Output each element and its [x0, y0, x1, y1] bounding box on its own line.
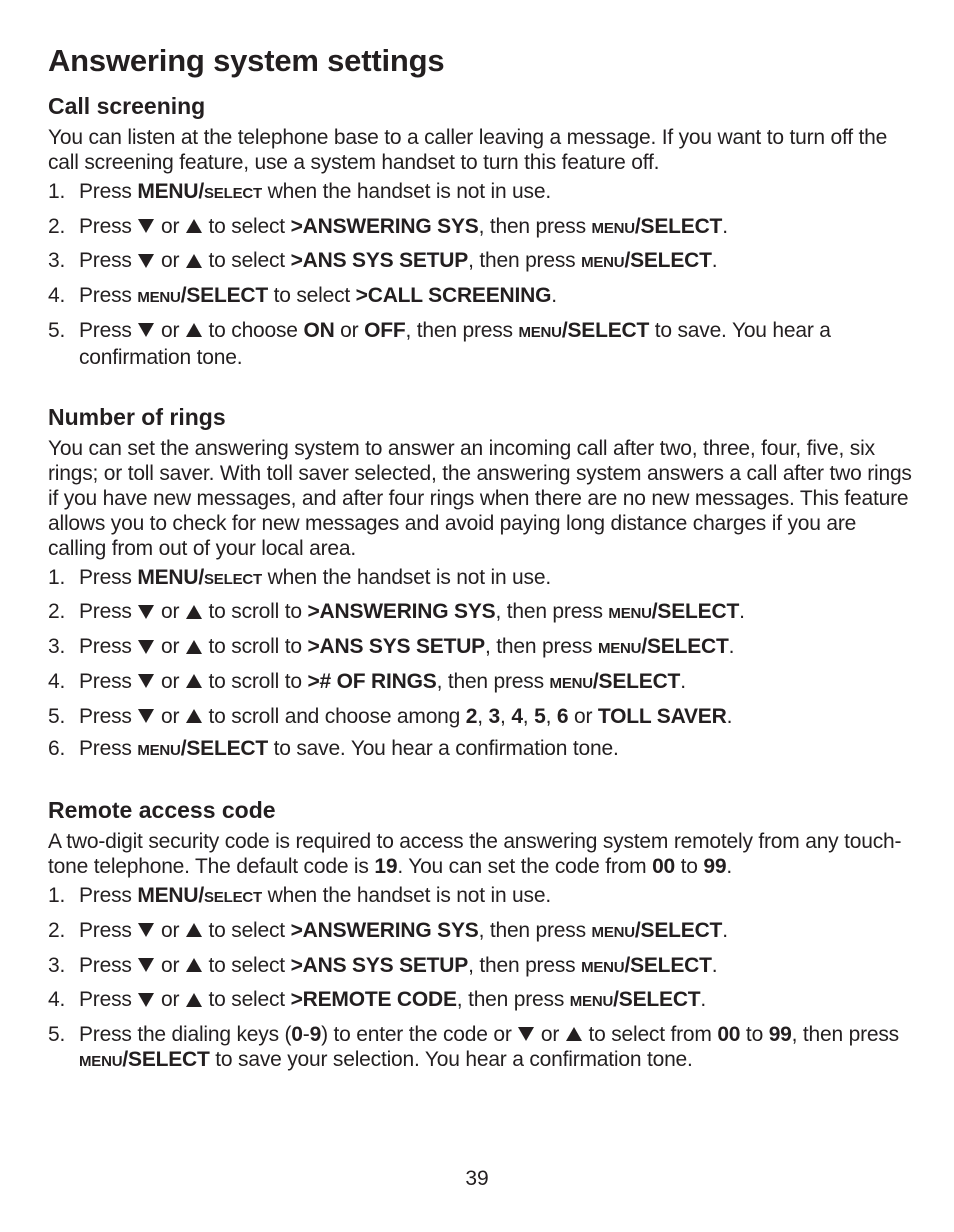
up-arrow-icon [186, 709, 202, 723]
manual-page [48, 40, 918, 1082]
number-of-rings-steps [48, 565, 918, 763]
list-item: 5. Press the dialing keys (0-9) to enter the code or or to select from 00 to 99, then press MENU/SELECT to save your selection. You hear a confirmation tone. [48, 1022, 899, 1071]
list-item: 1. Press MENU/SELECT when the handset is not in use. [48, 565, 551, 589]
list-item: 3. Press or to select >ANS SYS SETUP, then press MENU/SELECT. [48, 249, 718, 273]
up-arrow-icon [186, 640, 202, 654]
section-heading-call-screening: Call screening [48, 93, 206, 119]
down-arrow-icon [138, 923, 154, 937]
up-arrow-icon [186, 993, 202, 1007]
call-screening-intro: You can listen at the telephone base to a caller leaving a message. If you want to turn off the call screening feature, use a system handset to turn this feature off. [48, 126, 888, 174]
page-number: 39 [465, 1167, 489, 1190]
up-arrow-icon [186, 254, 202, 268]
list-item: 4. Press or to scroll to ># OF RINGS, then press MENU/SELECT. [48, 669, 686, 693]
list-item: 4. Press or to select >REMOTE CODE, then press MENU/SELECT. [48, 988, 707, 1012]
up-arrow-icon [186, 605, 202, 619]
down-arrow-icon [138, 993, 154, 1007]
down-arrow-icon [138, 605, 154, 619]
up-arrow-icon [566, 1027, 582, 1041]
list-item: 4. Press MENU/SELECT to select >CALL SCREENING. [48, 284, 557, 308]
down-arrow-icon [138, 709, 154, 723]
down-arrow-icon [138, 254, 154, 268]
section-heading-remote-access-code: Remote access code [48, 797, 276, 824]
down-arrow-icon [518, 1027, 534, 1041]
list-item: 5. Press or to choose ON or OFF, then press MENU/SELECT to save. You hear a confirmation tone. [48, 318, 831, 369]
call-screening-steps [48, 179, 918, 370]
remote-access-intro: A two-digit security code is required to access the answering system remotely from any touch-tone telephone. The default code is 19. You can set the code from 00 to 99. [48, 830, 902, 879]
list-item: 1. Press MENU/SELECT when the handset is not in use. [48, 884, 551, 908]
down-arrow-icon [138, 958, 154, 972]
page-title: Answering system settings [48, 43, 445, 78]
list-item: 2. Press or to select >ANSWERING SYS, then press MENU/SELECT. [48, 918, 728, 942]
down-arrow-icon [138, 323, 154, 337]
up-arrow-icon [186, 674, 202, 688]
remote-access-steps [48, 883, 918, 1074]
up-arrow-icon [186, 923, 202, 937]
down-arrow-icon [138, 640, 154, 654]
list-item: 1. Press MENU/SELECT when the handset is not in use. [48, 180, 551, 203]
up-arrow-icon [186, 323, 202, 337]
list-item: 3. Press or to select >ANS SYS SETUP, then press MENU/SELECT. [48, 953, 718, 977]
list-item: 5. Press or to scroll and choose among 2, 3, 4, 5, 6 or TOLL SAVER. [48, 704, 733, 728]
section-heading-number-of-rings: Number of rings [48, 403, 226, 430]
up-arrow-icon [186, 958, 202, 972]
list-item: 2. Press or to select >ANSWERING SYS, then press MENU/SELECT. [48, 214, 728, 238]
down-arrow-icon [138, 219, 154, 233]
down-arrow-icon [138, 674, 154, 688]
number-of-rings-intro: You can set the answering system to answer an incoming call after two, three, four, five, six rings; or toll saver. With toll saver selected, the answering system answers a call after two rings if you have new messages, and after four rings when there are no new messages. This feature allows you to check for new messages and avoid paying long distance charges if you are calling from out of your local area. [48, 436, 912, 560]
up-arrow-icon [186, 219, 202, 233]
list-item: 6. Press MENU/SELECT to save. You hear a confirmation tone. [48, 737, 619, 761]
list-item: 2. Press or to scroll to >ANSWERING SYS, then press MENU/SELECT. [48, 600, 745, 624]
list-item: 3. Press or to scroll to >ANS SYS SETUP, then press MENU/SELECT. [48, 635, 735, 659]
